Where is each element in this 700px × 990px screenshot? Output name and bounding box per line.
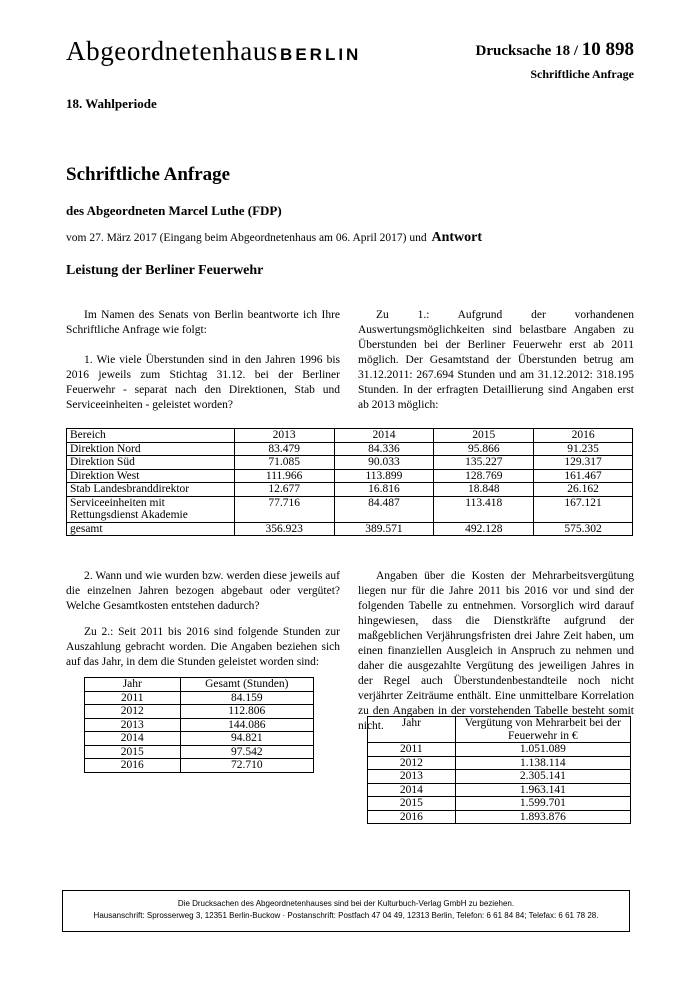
drucksache-number: [476, 40, 635, 61]
answer-2: Zu 2.: Seit 2011 bis 2016 sind folgende Stunden zur Auszahlung gebracht worden. Die Angaben beziehen sich auf das Jahr, in dem die Stunden geleistet worden sind:: [66, 626, 340, 668]
table-cell: 2011: [368, 743, 456, 757]
table-row: [85, 705, 314, 719]
table-cell: Direktion Nord: [67, 442, 235, 456]
table-cell: Direktion Süd: [67, 456, 235, 470]
table-row: [368, 756, 631, 770]
subject: Leistung der Berliner Feuerwehr: [66, 263, 264, 278]
table-cell: 167.121: [534, 496, 633, 522]
table-row: [368, 810, 631, 824]
right-column-top: [358, 308, 634, 413]
table-row: [85, 745, 314, 759]
logo-city: BERLIN: [280, 45, 362, 64]
table-cell: 94.821: [180, 732, 313, 746]
table-cell: 144.086: [180, 718, 313, 732]
table-cell: 2014: [368, 783, 456, 797]
author-line: des Abgeordneten Marcel Luthe (FDP): [66, 203, 282, 218]
header-cell: 2016: [534, 429, 633, 443]
table-cell: 129.317: [534, 456, 633, 470]
table-cell: 72.710: [180, 759, 313, 773]
table-header-row: [67, 429, 633, 443]
table-cell: 2014: [85, 732, 181, 746]
table-row: [67, 483, 633, 497]
answer-label: Antwort: [431, 230, 483, 245]
table-cell: 113.418: [434, 496, 534, 522]
table-row: [368, 783, 631, 797]
table-cell: 2016: [85, 759, 181, 773]
footer-box: [62, 890, 630, 932]
table-cell: 112.806: [180, 705, 313, 719]
table-cell: gesamt: [67, 522, 235, 536]
table-cell: 161.467: [534, 469, 633, 483]
table-cell: 2.305.141: [455, 770, 630, 784]
table-cell: 90.033: [334, 456, 434, 470]
table-cell: 128.769: [434, 469, 534, 483]
table-cell: Serviceeinheiten mit Rettungsdienst Akademie: [67, 496, 235, 522]
table-cell: 2013: [368, 770, 456, 784]
header-cell: Jahr: [368, 717, 456, 743]
table-cell: 2015: [368, 797, 456, 811]
table-cell: 1.893.876: [455, 810, 630, 824]
page-title: Schriftliche Anfrage: [66, 164, 231, 185]
header-cell: Bereich: [67, 429, 235, 443]
footer-line-1: Die Drucksachen des Abgeordnetenhauses sind bei der Kulturbuch-Verlag GmbH zu beziehen.: [177, 899, 515, 908]
header-cell: Jahr: [85, 678, 181, 692]
table-row: [85, 691, 314, 705]
table-cell: 77.716: [234, 496, 334, 522]
table-cell: 135.227: [434, 456, 534, 470]
paid-hours-table: [84, 677, 314, 773]
table-cell: 1.599.701: [455, 797, 630, 811]
drucksache-value: 10 898: [581, 39, 634, 60]
table-cell: 1.138.114: [455, 756, 630, 770]
header-cell: Gesamt (Stunden): [180, 678, 313, 692]
table-cell: 16.816: [334, 483, 434, 497]
table-cell: 2015: [85, 745, 181, 759]
question-1: 1. Wie viele Überstunden sind in den Jahren 1996 bis 2016 jeweils zum Stichtag 31.12. bei der Berliner Feuerwehr - separat nach den Direktionen, Stab und Serviceeinheiten - geleistet worden?: [66, 354, 340, 411]
table-cell: 1.051.089: [455, 743, 630, 757]
right-column-bottom: [358, 569, 634, 734]
intro-paragraph: Im Namen des Senats von Berlin beantworte ich Ihre Schriftliche Anfrage wie folgt:: [66, 309, 340, 336]
table-row: [368, 743, 631, 757]
left-column-bottom: [66, 569, 340, 670]
table-cell: 492.128: [434, 522, 534, 536]
table-cell: 26.162: [534, 483, 633, 497]
table-row: [368, 797, 631, 811]
logo: [66, 38, 361, 65]
table-row: [85, 732, 314, 746]
table-cell: 18.848: [434, 483, 534, 497]
table-row: [67, 496, 633, 522]
table-cell: 113.899: [334, 469, 434, 483]
header-cell: 2014: [334, 429, 434, 443]
logo-text: Abgeordnetenhaus: [66, 36, 279, 66]
table-cell: Direktion West: [67, 469, 235, 483]
table-cell: 2013: [85, 718, 181, 732]
table-cell: 95.866: [434, 442, 534, 456]
drucksache-type: Schriftliche Anfrage: [530, 67, 634, 81]
table-cell: 389.571: [334, 522, 434, 536]
table-cell: 91.235: [534, 442, 633, 456]
answer-1: Zu 1.: Aufgrund der vorhandenen Auswertungsmöglichkeiten sind belastbare Angaben zu Überstunden bei der Berliner Feuerwehr erst ab 2011 möglich. Der Gesamtstand der Überstunden betrug am 31.12.2011: 267.694 Stunden und am 31.12.2012: 318.195 Stunden. In der erfragten Detaillierung sind Angaben erst ab 2013 möglich:: [358, 309, 634, 411]
table-cell: 84.336: [334, 442, 434, 456]
table-row: [67, 456, 633, 470]
wahlperiode: 18. Wahlperiode: [66, 96, 157, 111]
drucksache-label: Drucksache 18 /: [475, 43, 578, 59]
header-cell: 2013: [234, 429, 334, 443]
left-column-top: [66, 308, 340, 413]
table-cell: 2016: [368, 810, 456, 824]
table-cell: 111.966: [234, 469, 334, 483]
table-cell: 575.302: [534, 522, 633, 536]
dateline: [66, 230, 482, 246]
table-row: [368, 770, 631, 784]
table-cell: 97.542: [180, 745, 313, 759]
table-header-row: [368, 717, 631, 743]
table-cell: 2012: [368, 756, 456, 770]
overtime-table: [66, 428, 633, 536]
table-cell: 1.963.141: [455, 783, 630, 797]
table-cell: 12.677: [234, 483, 334, 497]
footer-line-2: Hausanschrift: Sprosserweg 3, 12351 Berlin-Buckow · Postanschrift: Postfach 47 04 49, 12313 Berlin, Telefon: 6 61 84 84; Telefax: 6 61 78 28.: [93, 911, 599, 920]
compensation-table: [367, 716, 631, 824]
table-cell: 2012: [85, 705, 181, 719]
table-cell: 84.487: [334, 496, 434, 522]
dateline-text: vom 27. März 2017 (Eingang beim Abgeordnetenhaus am 06. April 2017) und: [66, 232, 427, 244]
question-2: 2. Wann und wie wurden bzw. werden diese jeweils auf die einzelnen Jahren bezogen abgebaut oder vergütet? Welche Gesamtkosten entstehen dadurch?: [66, 570, 340, 612]
table-cell: Stab Landesbranddirektor: [67, 483, 235, 497]
header-cell: 2015: [434, 429, 534, 443]
table-header-row: [85, 678, 314, 692]
table-row: [67, 522, 633, 536]
table-cell: 83.479: [234, 442, 334, 456]
table-cell: 71.085: [234, 456, 334, 470]
table-cell: 2011: [85, 691, 181, 705]
table-row: [85, 718, 314, 732]
table-row: [67, 469, 633, 483]
header-cell: Vergütung von Mehrarbeit bei der Feuerwehr in €: [455, 717, 630, 743]
table-cell: 84.159: [180, 691, 313, 705]
table-row: [85, 759, 314, 773]
table-cell: 356.923: [234, 522, 334, 536]
cost-paragraph: Angaben über die Kosten der Mehrarbeitsvergütung liegen nur für die Jahre 2011 bis 2016 vor und sind der folgenden Tabelle zu entnehmen. Vorsorglich wird darauf hingewiesen, dass die Dienstkräfte aufgrund der maßgeblichen Verjährungsfristen drei Jahre Zeit haben, um einen finanziellen Ausgleich in Anspruch zu nehmen und daher die ausgezahlte Vergütung des jeweiligen Jahres in der Regel auch Überstundenbestandteile noch nicht verjährter Zeiträume enthält. Eine unmittelbare Korrelation zu den Angaben in der vorstehenden Tabelle besteht somit nicht.: [358, 570, 634, 732]
table-row: [67, 442, 633, 456]
